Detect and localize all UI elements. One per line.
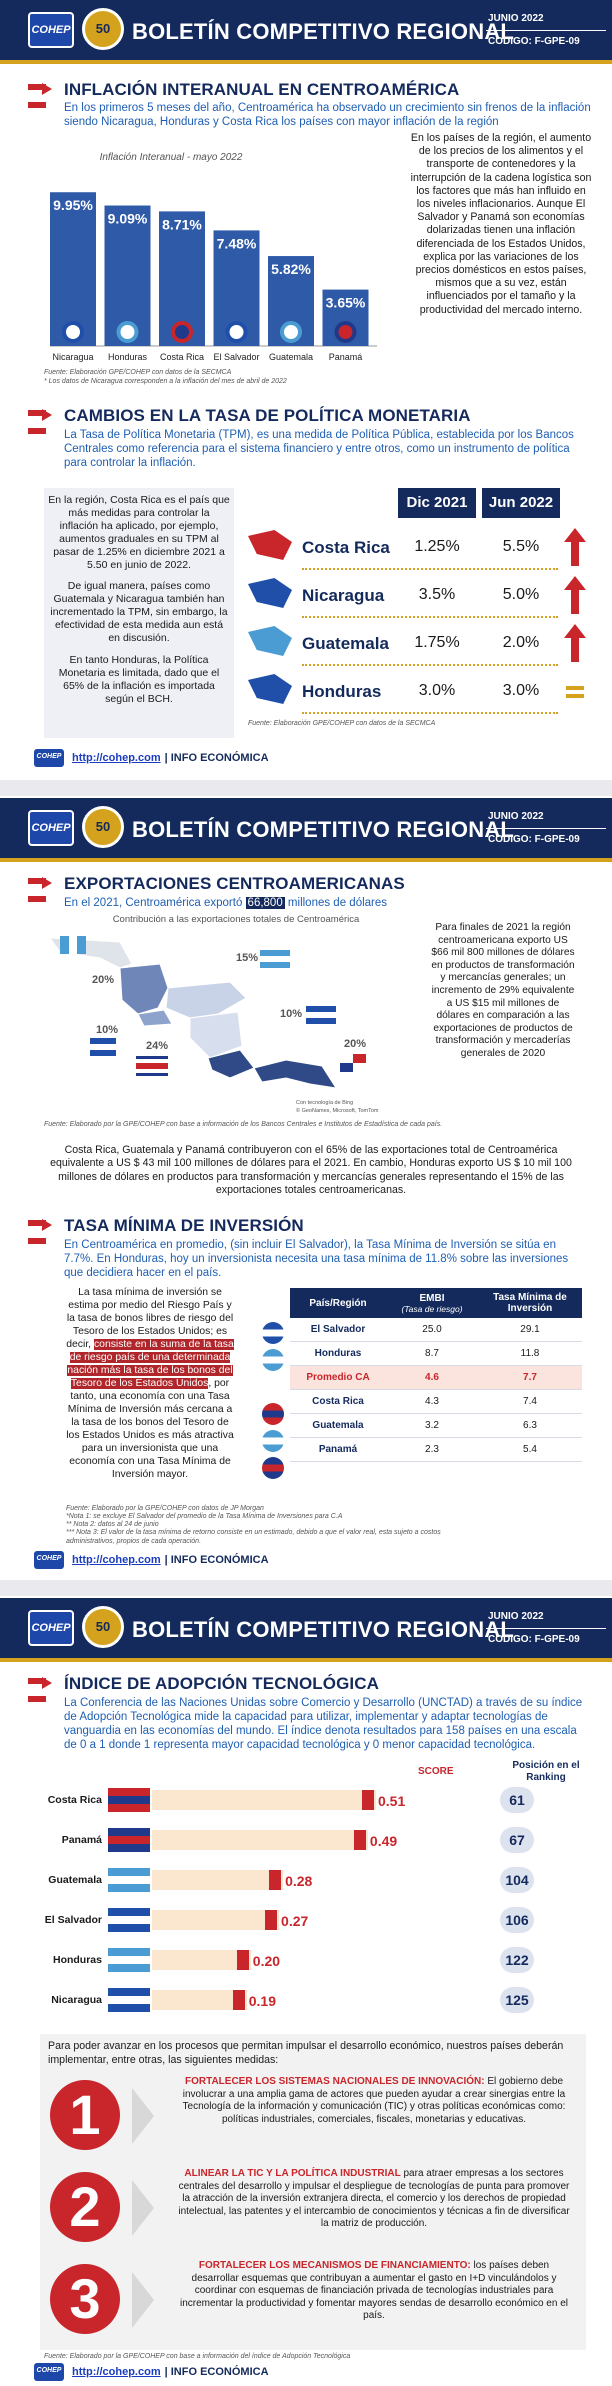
tmi-row [290, 1438, 582, 1462]
tmi-cell-tmi: 5.4 [478, 1438, 582, 1462]
tpm-dec-value: 3.5% [418, 586, 456, 603]
adoption-row [40, 1822, 600, 1858]
header-band-3 [0, 1598, 612, 1662]
adoption-bar-track [152, 1910, 279, 1930]
exports-intro [64, 896, 584, 910]
cohep-logo: COHEP [28, 12, 74, 48]
section-arrow-icon [28, 1674, 56, 1694]
tpm-title: CAMBIOS EN LA TASA DE POLÍTICA MONETARIA [64, 406, 471, 425]
country-map-icon [248, 530, 292, 560]
recommendation-number: 3 [50, 2264, 120, 2334]
flag-panama-icon [340, 1054, 366, 1072]
recommendation-item [40, 2072, 586, 2160]
adoption-row [40, 1782, 600, 1818]
tmi-note-2: *Nota 1: se excluye El Salvador del promedio de la Tasa Mínima de Inversiones para C.A [66, 1513, 343, 1520]
flag-nicaragua-icon [306, 1006, 336, 1024]
footer-logo: COHEP [34, 2363, 64, 2381]
country-flag-icon [108, 1828, 150, 1852]
rank-value: 104 [500, 1867, 534, 1893]
tmi-cell-embi: 4.3 [386, 1390, 478, 1414]
cohep-logo: COHEP [28, 810, 74, 846]
tmi-cell-country: El Salvador [290, 1318, 386, 1342]
recommendation-item [40, 2256, 586, 2344]
rank-label: Posición en el Ranking [512, 1760, 580, 1783]
recommendation-item [40, 2164, 586, 2252]
country-flag-icon [262, 1457, 284, 1479]
tpm-jun-value: 2.0% [502, 634, 540, 651]
adoption-country: Panamá [61, 1834, 102, 1846]
tmi-body [290, 1318, 582, 1462]
adoption-score: 0.28 [285, 1873, 313, 1889]
gold-rule [0, 858, 612, 862]
header-band-2 [0, 798, 612, 862]
flag-guatemala-icon [60, 936, 86, 954]
tmi-row [290, 1318, 582, 1342]
tpm-country: Guatemala [302, 634, 389, 653]
country-flag-icon [108, 1948, 150, 1972]
exports-source: Fuente: Elaborado por la GPE/COHEP con base a información de los Bancos Centrales e Institutos de Estadística de cada país. [44, 1121, 443, 1128]
recommendation-title: ALINEAR LA TIC Y LA POLÍTICA INDUSTRIAL [184, 2168, 401, 2179]
tpm-intro: La Tasa de Política Monetaria (TPM), es una medida de Política Pública, establecida por los Bancos Centrales como referencia para el sistema financiero y entre otros, como un instrumento de política para controlar la inflación. [64, 429, 574, 469]
score-label: SCORE [418, 1766, 454, 1777]
share-panama: 20% [344, 1038, 367, 1050]
tpm-row [246, 668, 576, 714]
tmi-explanation [66, 1286, 234, 1481]
tmi-cell-tmi: 6.3 [478, 1414, 582, 1438]
bar-value-label: 9.95% [53, 197, 93, 214]
tpm-col-jun: Jun 2022 [482, 488, 560, 518]
country-flag-icon [108, 1908, 150, 1932]
country-map-icon [248, 626, 292, 656]
share-honduras: 15% [236, 952, 259, 964]
adoption-country: El Salvador [44, 1914, 102, 1926]
tmi-heading [28, 1216, 304, 1236]
tmi-cell-embi: 25.0 [386, 1318, 478, 1342]
country-flag-icon [119, 323, 137, 341]
tmi-text-a: La tasa mínima de inversión se estima por medio del Riesgo País y la tasa de bonos libres de riesgo del Tesoro de los Estados Unidos; es decir, [66, 1287, 234, 1350]
country-flag-icon [108, 1788, 150, 1812]
x-tick-label: Panamá [328, 352, 363, 362]
rank-value: 122 [500, 1947, 534, 1973]
trend-up-arrow-icon [564, 528, 586, 566]
recommendation-number: 2 [50, 2172, 120, 2242]
country-flag-icon [262, 1430, 284, 1452]
bar-value-label: 5.82% [271, 261, 311, 278]
inflation-note: * Los datos de Nicaragua corresponden a la inflación del mes de abril de 2022 [44, 378, 287, 385]
bulletin-meta [486, 8, 606, 53]
inflation-title: INFLACIÓN INTERANUAL EN CENTROAMÉRICA [64, 80, 460, 99]
tpm-left-p2: De igual manera, países como Guatemala y Nicaragua también han incrementado la TPM, sin embargo, la efectividad de esta medida aun está en discusión. [50, 580, 228, 644]
tmi-cell-country: Promedio CA [290, 1366, 386, 1390]
adoption-country: Guatemala [48, 1874, 102, 1886]
tmi-row [290, 1366, 582, 1390]
section-arrow-icon [28, 406, 56, 426]
adoption-bar-track [152, 1830, 368, 1850]
share-el-salvador: 10% [96, 1024, 119, 1036]
bar-value-label: 8.71% [162, 216, 202, 233]
chevron-right-icon [132, 2272, 154, 2328]
tmi-cell-country: Panamá [290, 1438, 386, 1462]
rank-value: 106 [500, 1907, 534, 1933]
inflation-chart [46, 148, 406, 368]
bulletin-meta [486, 806, 606, 851]
inflation-side-text: En los países de la región, el aumento de los precios de los alimentos y el transporte de contenedores y la interrupción de la cadena logística son los factores que más han influido en los niveles inflacionarios. Aunque El Salvador y Panamá son economías dolarizadas tienen una inflación diferenciada de los Estados Unidos, explica por las variaciones de los precios domésticos en estos países, mismos que a su vez, están influenciados por el tamaño y la productividad del mercado interno. [410, 132, 592, 316]
page-divider [0, 780, 612, 796]
gold-rule [0, 1658, 612, 1662]
country-flag-icon [64, 323, 82, 341]
tpm-left-p1: En la región, Costa Rica es el país que más medidas para controlar la inflación ha aplicado, por ejemplo, aumentos graduales en su TPM al pasar de 1.25% en diciembre 2021 a 5.50 en junio de 2022. [48, 494, 230, 571]
bar-value-label: 7.48% [216, 235, 257, 252]
tpm-row [246, 620, 576, 666]
trend-up-arrow-icon [564, 624, 586, 662]
x-tick-label: El Salvador [213, 352, 260, 362]
bar-value-label: 3.65% [325, 294, 366, 311]
adoption-score: 0.51 [378, 1793, 406, 1809]
tpm-dec-value: 1.75% [414, 634, 460, 651]
tmi-highlight: consiste en la suma de la tasa de riesgo país de una determinada nación más la tasa de los bonos del Tesoro de los Estados Unidos [67, 1339, 234, 1389]
country-flag-icon [173, 323, 191, 341]
tpm-row-rule [302, 664, 558, 666]
tpm-dec-value: 3.0% [418, 682, 456, 699]
map-title: Contribución a las exportaciones totales de Centroamérica [112, 914, 360, 925]
country-flag-icon [228, 323, 246, 341]
tpm-country: Costa Rica [302, 538, 390, 557]
adoption-bar-track [152, 1790, 376, 1810]
bulletin-date: JUNIO 2022 [486, 8, 606, 31]
tpm-jun-value: 3.0% [502, 682, 540, 699]
adoption-country: Honduras [52, 1954, 102, 1966]
adoption-row [40, 1982, 600, 2018]
adoption-score: 0.19 [248, 1993, 276, 2009]
exports-intro-a: En el 2021, Centroamérica exportó [64, 897, 246, 909]
bulletin-title: BOLETÍN COMPETITIVO REGIONAL [132, 19, 515, 44]
header-band-1 [0, 0, 612, 64]
tmi-note-4: *** Nota 3: El valor de la tasa mínima de retorno consiste en un estimado, debido a que el valor real, esta sujeto a costos administrativos, propios de cada operación. [66, 1529, 441, 1545]
tmi-intro: En Centroamérica en promedio, (sin incluir El Salvador), la Tasa Mínima de Inversión se sitúa en 7.7%. En Honduras, hoy un inversionista necesita una tasa mínima de 11.8% sobre las inversiones que decidiera hacer en el país. [64, 1239, 569, 1279]
tmi-row [290, 1414, 582, 1438]
adoption-bar [233, 1990, 245, 2010]
tpm-row [246, 572, 576, 618]
footer-label: | INFO ECONÓMICA [164, 1554, 269, 1566]
bulletin-meta [486, 1606, 606, 1651]
tmi-row [290, 1390, 582, 1414]
tmi-col-embi-label: EMBI [419, 1292, 445, 1304]
tmi-cell-tmi: 7.7 [478, 1366, 582, 1390]
adoption-bar [269, 1870, 281, 1890]
tmi-cell-embi: 3.2 [386, 1414, 478, 1438]
rank-value: 125 [500, 1987, 534, 2013]
country-flag-icon [337, 323, 355, 341]
tmi-cell-tmi: 11.8 [478, 1342, 582, 1366]
tmi-title: TASA MÍNIMA DE INVERSIÓN [64, 1216, 304, 1235]
tpm-row [246, 524, 576, 570]
adoption-row [40, 1902, 600, 1938]
exports-intro-b: millones de dólares [284, 897, 388, 909]
bar-value-label: 9.09% [107, 210, 148, 227]
share-guatemala: 20% [92, 974, 115, 986]
map-credit-2: © GeoNames, Microsoft, TomTom [296, 1108, 379, 1114]
map-panama [254, 1060, 336, 1088]
bulletin-title: BOLETÍN COMPETITIVO REGIONAL [132, 817, 515, 842]
country-map-icon [248, 674, 292, 704]
footer-label: | INFO ECONÓMICA [164, 2366, 269, 2378]
tmi-col-country: País/Región [290, 1288, 386, 1318]
flag-costa-rica-icon [136, 1056, 168, 1076]
chart-title: Inflación Interanual - mayo 2022 [99, 152, 243, 163]
chevron-right-icon [132, 2088, 154, 2144]
share-costa-rica: 24% [146, 1040, 169, 1052]
exports-title: EXPORTACIONES CENTROAMERICANAS [64, 874, 405, 893]
page-divider [0, 1580, 612, 1596]
exports-summary: Costa Rica, Guatemala y Panamá contribuyeron con el 65% de las exportaciones total de Centroamérica equivalente a US $ 43 mil 100 millones de dólares para el 2021. En cambio, Honduras exporto US $ 10 mil 100 millones de dólares en productos para transformación y mercancías generales representando el 15% de las exportaciones totales centroamericanas. [50, 1144, 572, 1197]
trend-equal-icon [564, 672, 586, 710]
tpm-left-p3: En tanto Honduras, la Política Monetaria es limitada, dado que el 65% de la inflación es importada según el BCH. [58, 654, 220, 705]
exports-total-highlight: 66,800 [247, 897, 283, 909]
tmi-cell-embi: 2.3 [386, 1438, 478, 1462]
recommendation-text [174, 2260, 574, 2323]
recommendations-lead: Para poder avanzar en los procesos que permitan impulsar el desarrollo económico, nuestros países deberán implementar, entre otras, las siguientes medidas: [48, 2040, 564, 2066]
country-flag-icon [262, 1349, 284, 1371]
bulletin-title: BOLETÍN COMPETITIVO REGIONAL [132, 1617, 515, 1642]
tmi-col-tmi: Tasa Mínima de Inversión [478, 1288, 582, 1318]
rank-value: 67 [500, 1827, 534, 1853]
country-map-icon [248, 578, 292, 608]
anniversary-seal-icon: 50 [82, 806, 124, 848]
section-arrow-icon [28, 1216, 56, 1236]
x-tick-label: Nicaragua [52, 352, 94, 362]
adoption-heading [28, 1674, 379, 1694]
footer-3 [34, 2362, 269, 2382]
inflation-heading [28, 80, 459, 100]
bulletin-code: CODIGO: F-GPE-09 [488, 36, 580, 47]
tmi-text-b: , por tanto, una economía con una Tasa Mínima de Inversión más cercana a la tasa de los bonos del Tesoro de los Estados Unidos es más atractiva para un inversionista que una economía con una Tasa Mínima de Inversión mayor. [66, 1378, 234, 1480]
tmi-cell-tmi: 7.4 [478, 1390, 582, 1414]
chevron-right-icon [132, 2180, 154, 2236]
flag-el-salvador-icon [90, 1038, 116, 1056]
inflation-bars [46, 148, 406, 368]
recommendation-text [174, 2076, 574, 2126]
tpm-country: Honduras [302, 682, 382, 701]
bulletin-date: JUNIO 2022 [486, 806, 606, 829]
adoption-source: Fuente: Elaborado por la GPE/COHEP con base a información del índice de Adopción Tecnológica [44, 2353, 351, 2360]
recommendation-title: FORTALECER LOS MECANISMOS DE FINANCIAMIENTO: [198, 2260, 471, 2271]
adoption-bar [237, 1950, 249, 1970]
adoption-bar [362, 1790, 374, 1810]
tpm-source: Fuente: Elaboración GPE/COHEP con datos de la SECMCA [248, 720, 436, 727]
trend-up-arrow-icon [564, 576, 586, 614]
x-tick-label: Honduras [107, 352, 148, 362]
cohep-logo: COHEP [28, 1610, 74, 1646]
tpm-row-rule [302, 568, 558, 570]
tpm-country: Nicaragua [302, 586, 385, 605]
adoption-score: 0.27 [281, 1913, 309, 1929]
tpm-jun-value: 5.5% [502, 538, 540, 555]
adoption-title: ÍNDICE DE ADOPCIÓN TECNOLÓGICA [64, 1674, 379, 1693]
recommendation-text [174, 2168, 574, 2231]
share-nicaragua: 10% [280, 1008, 303, 1020]
tmi-row [290, 1342, 582, 1366]
bulletin-code: CODIGO: F-GPE-09 [488, 834, 580, 845]
tpm-dec-value: 1.25% [414, 538, 460, 555]
bulletin-code: CODIGO: F-GPE-09 [488, 1634, 580, 1645]
tmi-note-1: Fuente: Elaborado por la GPE/COHEP con datos de JP Morgan [66, 1505, 264, 1512]
exports-side-text: Para finales de 2021 la región centroamericana exporto US $66 mil 800 millones de dólares en productos de transformación y mercancías generales; un incremento de 29% equivalente a US $15 mil millones de dólares en comparación a las exportaciones de productos de transformación y mercaderías generales de 2020 [431, 922, 575, 1059]
anniversary-seal-icon: 50 [82, 1606, 124, 1648]
cohep-link[interactable]: http://cohep.com [72, 2366, 161, 2378]
country-flag-icon [282, 323, 300, 341]
cohep-link[interactable]: http://cohep.com [72, 1554, 161, 1566]
cohep-link[interactable]: http://cohep.com [72, 752, 161, 764]
country-flag-icon [108, 1988, 150, 2012]
adoption-score: 0.20 [252, 1953, 281, 1969]
tpm-jun-value: 5.0% [502, 586, 540, 603]
x-tick-label: Costa Rica [159, 352, 205, 362]
gold-rule [0, 60, 612, 64]
recommendation-body: El gobierno debe involucrar a una amplia gama de actores que pueden ayudar a crear sinergias entre la Tecnología de la información y comunicación (TIC) y otras políticas económicas como: políticas industriales, comerciales, fiscales, monetarias y educativas. [182, 2076, 566, 2125]
flag-honduras-icon [260, 950, 290, 968]
recommendation-body: los países deben desarrollar esquemas que contribuyan a aumentar el gasto en I+D vinculándolos y coordinar con esquemas de financiación privada de tecnologías industriales para incrementar la productividad y fomentar mayores sendas de desarrollo económico en el país. [180, 2260, 568, 2321]
rank-value: 61 [500, 1787, 534, 1813]
tmi-note-3: ** Nota 2: datos al 24 de junio [66, 1521, 159, 1528]
country-flag-icon [262, 1403, 284, 1425]
bulletin-date: JUNIO 2022 [486, 1606, 606, 1629]
tmi-cell-country: Guatemala [290, 1414, 386, 1438]
adoption-bar [265, 1910, 277, 1930]
footer-logo: COHEP [34, 1551, 64, 1569]
tmi-cell-country: Costa Rica [290, 1390, 386, 1414]
tmi-col-embi-sub: (Tasa de riesgo) [401, 1303, 463, 1314]
tmi-grid [290, 1288, 582, 1462]
adoption-bar-track [152, 1870, 283, 1890]
section-arrow-icon [28, 80, 56, 100]
footer-2 [34, 1550, 269, 1570]
x-tick-label: Guatemala [268, 352, 314, 362]
footer-logo: COHEP [34, 749, 64, 767]
recommendation-title: FORTALECER LOS SISTEMAS NACIONALES DE INNOVACIÓN: [184, 2076, 485, 2087]
tpm-table [246, 480, 586, 720]
tmi-cell-country: Honduras [290, 1342, 386, 1366]
adoption-country: Costa Rica [47, 1794, 102, 1806]
country-flag-icon [108, 1868, 150, 1892]
tpm-col-dec: Dic 2021 [398, 488, 476, 518]
section-arrow-icon [28, 874, 56, 894]
map-guatemala [120, 964, 168, 1014]
map-credit-1: Con tecnología de Bing [296, 1100, 354, 1106]
anniversary-seal-icon: 50 [82, 8, 124, 50]
tmi-cell-embi: 4.6 [386, 1366, 478, 1390]
inflation-intro: En los primeros 5 meses del año, Centroamérica ha observado un crecimiento sin frenos de la inflación siendo Nicaragua, Honduras y Costa Rica los países con mayor inflación de la región [64, 102, 591, 128]
adoption-score: 0.49 [369, 1833, 398, 1849]
recommendation-number: 1 [50, 2080, 120, 2150]
footer-1 [34, 748, 269, 768]
tpm-row-rule [302, 616, 558, 618]
tmi-cell-embi: 8.7 [386, 1342, 478, 1366]
recommendation-body: para atraer empresas a los sectores centrales del desarrollo y impulsar el despliegue de tecnologías de punta para promover la atracción de la inversión extranjera directa, el comercio y los derechos de propiedad intelectual, las patentes y el intercambio de conocimientos y técnicas a fin de diversificar la matriz de producción. [178, 2168, 570, 2229]
tmi-cell-tmi: 29.1 [478, 1318, 582, 1342]
country-flag-icon [262, 1322, 284, 1344]
exports-heading [28, 874, 405, 894]
exports-map [40, 928, 380, 1118]
tpm-heading [28, 406, 471, 426]
adoption-bar [354, 1830, 366, 1850]
adoption-intro: La Conferencia de las Naciones Unidas sobre Comercio y Desarrollo (UNCTAD) a través de su índice de Adopción Tecnológica mide la capacidad para utilizar, implementar y adaptar tecnologías de vanguardia en las economías del mundo. El índice denota resultados para 158 países en una escala de 0 a 1 donde 1 representa mayor capacidad tecnológica y 0 menor capacidad tecnológica. [64, 1697, 583, 1751]
inflation-source: Fuente: Elaboración GPE/COHEP con datos de la SECMCA [44, 369, 232, 376]
tmi-col-embi [386, 1288, 478, 1318]
tpm-row-rule [302, 712, 558, 714]
adoption-country: Nicaragua [51, 1994, 102, 2006]
adoption-row [40, 1862, 600, 1898]
footer-label: | INFO ECONÓMICA [164, 752, 269, 764]
adoption-row [40, 1942, 600, 1978]
